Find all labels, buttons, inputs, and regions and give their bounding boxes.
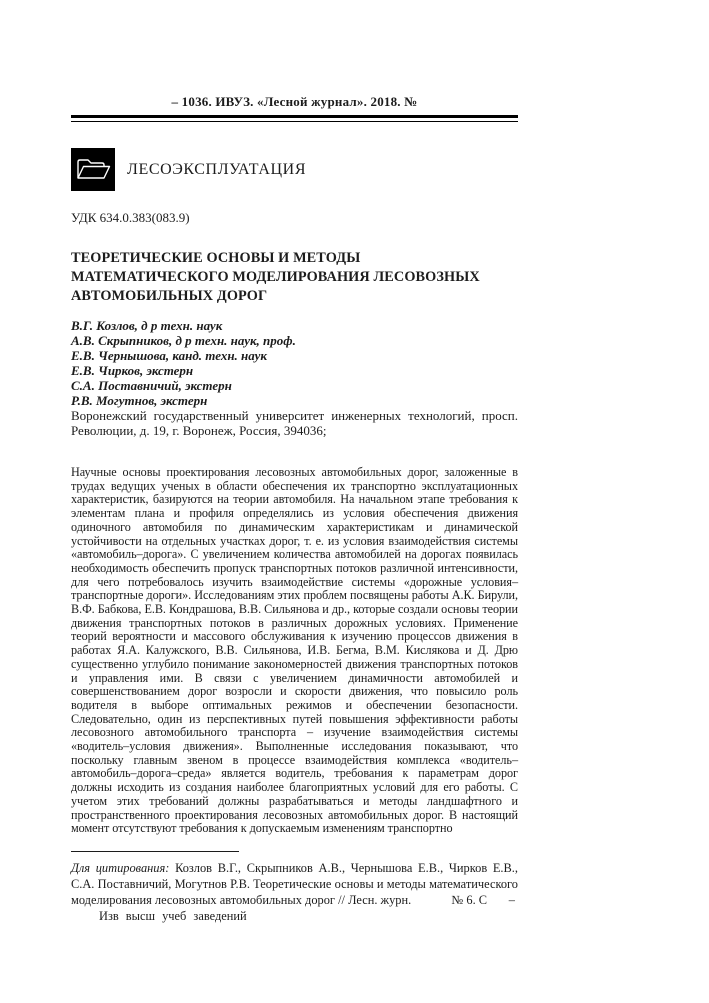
footnote-divider: [71, 851, 239, 853]
citation-block: [71, 861, 518, 908]
citation-label: Для цитирования:: [71, 861, 170, 876]
article-title: ТЕОРЕТИЧЕСКИЕ ОСНОВЫ И МЕТОДЫ МАТЕМАТИЧЕСКОГО МОДЕЛИРОВАНИЯ ЛЕСОВОЗНЫХ АВТОМОБИЛЬНЫХ ДОРОГ: [71, 250, 480, 304]
header-rule-thick: [71, 115, 518, 118]
author-line: Е.В. Чирков, экстерн: [71, 363, 194, 378]
section-label: ЛЕСОЭКСПЛУАТАЦИЯ: [127, 160, 307, 178]
affiliation-text: Воронежский государственный университет инженерных технологий, просп. Революции, д. 19, г. Воронеж, Россия, 394036;: [71, 408, 518, 438]
author-line: Е.В. Чернышова, канд. техн. наук: [71, 348, 267, 363]
citation-note: Изв высш учеб заведений: [99, 909, 247, 924]
article-abstract-text: Научные основы проектирования лесовозных автомобильных дорог, заложенные в трудах ведущих ученых в области обеспечения их транспортно эксплуатационных характеристик, базируются на теории автомобиля. На начальном этапе требования к элементам плана и профиля определялись из условия обеспечения движения одиночного автомобиля по динамическим характеристикам и динамической устойчивости на отдельных участках дорог, т. е. из условия взаимодействия системы «автомобиль–дорога». С увеличением количества автомобилей на дорогах появилась необходимость обеспечить пропуск транспортных потоков различной интенсивности, для чего потребовалось изучить взаимодействие системы «дорожные условия–транспортные дороги». Исследованиям этих проблем посвящены работы А.К. Бирули, В.Ф. Бабкова, Е.В. Кондрашова, В.В. Сильянова и др., которые создали основы теории движения транспортных потоков в различных дорожных условиях. Применение теорий вероятности и массового обслуживания к изучению процессов движения в работах Я.А. Калужского, В.В. Сильянова, И.В. Бегма, В.М. Кислякова и Д. Дрю существенно углубило понимание закономерностей движения транспортных потоков и управления ими. В связи с увеличением динамичности автомобилей и совершенствованием дорог возросли и скорости движения, что повысило роль водителя в выборе оптимальных режимов и обеспечении безопасности. Следовательно, один из перспективных путей повышения эффективности работы лесовозного автомобильного транспорта – изучение взаимодействия системы «водитель–условия движения». Выполненные исследования показывают, что поскольку главным звеном в процессе взаимодействия комплекса «водитель–автомобиль–дорога–среда» является водитель, требования к параметрам дорог должны исходить из создания наиболее благоприятных условий для его работы. С учетом этих требований должны разрабатываться и методы ландшафтного и пространственного проектирования лесовозных автомобильных дорог. В настоящий момент отсутствуют требования к допускаемым изменениям транспортно: [71, 465, 518, 836]
section-banner: [71, 148, 518, 191]
author-line: В.Г. Козлов, д р техн. наук: [71, 318, 223, 333]
header-rule-thin: [71, 121, 518, 122]
udc-number: УДК 634.0.383(083.9): [71, 210, 190, 225]
author-line: А.В. Скрыпников, д р техн. наук, проф.: [71, 333, 296, 348]
citation-text: Козлов В.Г., Скрыпников А.В., Чернышова Е.В., Чирков Е.В., С.А. Поставничий, Могутнов Р.В. Теоретические основы и методы математического моделирования лесовозных автомобильных дорог // Лесн. журн. № 6. С –: [71, 861, 518, 907]
running-head: – 1036. ИВУЗ. «Лесной журнал». 2018. №: [171, 94, 418, 109]
authors-block: [71, 318, 518, 438]
author-line: С.А. Поставничий, экстерн: [71, 378, 232, 393]
author-line: Р.В. Могутнов, экстерн: [71, 393, 208, 408]
open-folder-icon: [71, 148, 115, 191]
